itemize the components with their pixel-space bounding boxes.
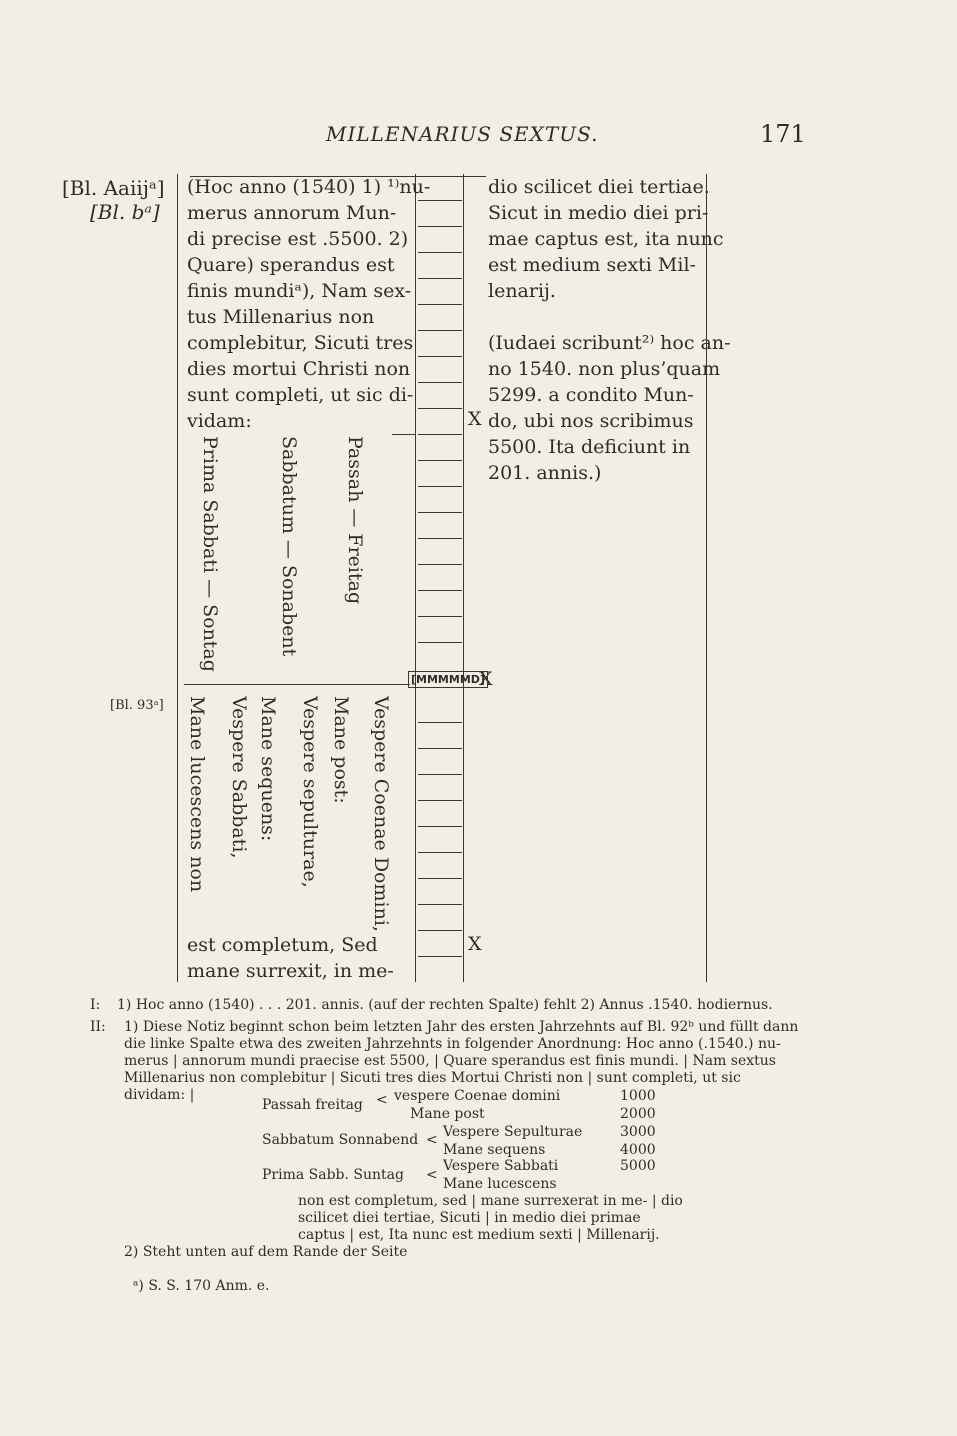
right-line: lenarij. xyxy=(488,280,556,302)
table-lower: Mane lucescens xyxy=(443,1176,557,1192)
footnote-tail xyxy=(298,1193,683,1244)
table-lower: Mane sequens xyxy=(443,1142,546,1158)
table-upper-num: 1000 xyxy=(620,1088,656,1104)
right-line: dio scilicet diei tertiae. xyxy=(488,176,710,198)
branch-icon: < xyxy=(376,1092,388,1108)
margin-ref-italic: [Bl. bᵃ] xyxy=(90,200,160,224)
vertical-mane-post: Mane post: xyxy=(330,696,352,804)
page-number: 171 xyxy=(760,120,806,148)
x-mark: X xyxy=(479,668,493,690)
left-line: Quare) sperandus est xyxy=(187,254,395,276)
vertical-vespere-sabbati: Vespere Sabbati, xyxy=(228,696,250,859)
footnote-line: dividam: | xyxy=(124,1087,195,1103)
frame-left-line xyxy=(177,174,178,982)
right-line: est medium sexti Mil- xyxy=(488,254,696,276)
right-line: do, ubi nos scribimus xyxy=(488,410,694,432)
left-line: merus annorum Mun- xyxy=(187,202,397,224)
x-mark: X xyxy=(468,408,482,430)
footnote-tail-line: non est completum, sed | mane surrexerat in me- | dio xyxy=(298,1193,683,1209)
table-upper: Vespere Sepulturae xyxy=(443,1124,583,1140)
footnote-II-label: II: xyxy=(90,1019,106,1035)
right-line: 5299. a condito Mun- xyxy=(488,384,694,406)
table-upper-num: 5000 xyxy=(620,1158,656,1174)
vertical-vespere-coenae: Vespere Coenae Domini, xyxy=(370,696,392,932)
left-line: complebitur, Sicuti tres xyxy=(187,332,414,354)
vertical-mane-sequens: Mane sequens: xyxy=(257,696,279,842)
right-line: mae captus est, ita nunc xyxy=(488,228,724,250)
table-upper: Vespere Sabbati xyxy=(443,1158,559,1174)
right-line: 201. annis.) xyxy=(488,462,602,484)
block-divider xyxy=(184,684,410,685)
footnote-a: ᵃ) S. S. 170 Anm. e. xyxy=(133,1278,270,1294)
footnote-I-label: I: xyxy=(90,997,101,1013)
small-rule xyxy=(392,434,416,435)
footnote-line: Millenarius non complebitur | Sicuti tres dies Mortui Christi non | sunt completi, ut sic xyxy=(124,1070,741,1086)
right-line: no 1540. non plus’quam xyxy=(488,358,721,380)
left-column-text xyxy=(187,174,430,434)
vertical-vespere-sepulturae: Vespere sepulturae, xyxy=(299,696,321,888)
table-upper: vespere Coenae domini xyxy=(394,1088,561,1104)
table-lower-num: 4000 xyxy=(620,1142,656,1158)
footnote-line: merus | annorum mundi praecise est 5500, | Quare sperandus est finis mundi. | Nam sextus xyxy=(124,1053,776,1069)
table-row-label: Prima Sabb. Suntag xyxy=(262,1167,404,1183)
left-line: tus Millenarius non xyxy=(187,306,375,328)
margin-ref-mid: [Bl. 93ᵃ] xyxy=(110,698,164,713)
margin-ref-top: [Bl. Aaiijᵃ] xyxy=(62,176,165,200)
vertical-prima-sabbati-sontag: Prima Sabbati — Sontag xyxy=(199,436,221,672)
bottom-line: mane surrexit, in me- xyxy=(187,960,394,982)
footnote-tail-line: scilicet diei tertiae, Sicuti | in medio diei primae xyxy=(298,1210,641,1226)
left-line: sunt completi, ut sic di- xyxy=(187,384,414,406)
bottom-line: est completum, Sed xyxy=(187,934,378,956)
branch-icon: < xyxy=(426,1132,438,1148)
right-line xyxy=(488,304,731,330)
left-line: (Hoc anno (1540) 1) ¹⁾nu- xyxy=(187,176,431,198)
x-mark: X xyxy=(468,933,482,955)
footnote-2: 2) Steht unten auf dem Rande der Seite xyxy=(124,1244,408,1260)
vertical-mane-lucescens: Mane lucescens non xyxy=(186,696,208,893)
right-line: Sicut in medio diei pri- xyxy=(488,202,709,224)
vertical-sabbatum-sonabent: Sabbatum — Sonabent xyxy=(278,436,300,657)
table-row-label: Passah freitag xyxy=(262,1097,363,1113)
running-title: MILLENARIUS SEXTUS. xyxy=(326,122,599,146)
left-line: vidam: xyxy=(187,410,252,432)
footnote-tail-line: captus | est, Ita nunc est medium sexti | Millenarij. xyxy=(298,1227,660,1243)
table-lower-num: 2000 xyxy=(620,1106,656,1122)
footnote-I-text: 1) Hoc anno (1540) . . . 201. annis. (auf der rechten Spalte) fehlt 2) Annus .1540. hodiernus. xyxy=(117,997,773,1013)
left-line: dies mortui Christi non xyxy=(187,358,411,380)
right-line: (Iudaei scribunt²⁾ hoc an- xyxy=(488,332,731,354)
branch-icon: < xyxy=(426,1167,438,1183)
footnote-line: die linke Spalte etwa des zweiten Jahrzehnts in folgender Anordnung: Hoc anno (.1540.) nu- xyxy=(124,1036,781,1052)
footnote-line: 1) Diese Notiz beginnt schon beim letzten Jahr des ersten Jahrzehnts auf Bl. 92ᵇ und füllt dann xyxy=(124,1019,799,1035)
right-column-text xyxy=(488,174,731,486)
left-line: di precise est .5500. 2) xyxy=(187,228,409,250)
frame-mid-right-line xyxy=(463,174,464,982)
table-upper-num: 3000 xyxy=(620,1124,656,1140)
table-lower: Mane post xyxy=(410,1106,485,1122)
vertical-passah-freitag: Passah — Freitag xyxy=(344,436,366,605)
table-row-label: Sabbatum Sonnabend xyxy=(262,1132,419,1148)
left-line: finis mundiᵃ), Nam sex- xyxy=(187,280,412,302)
mmmmmd-label: [MMMMMD] xyxy=(408,671,488,688)
right-line: 5500. Ita deficiunt in xyxy=(488,436,691,458)
